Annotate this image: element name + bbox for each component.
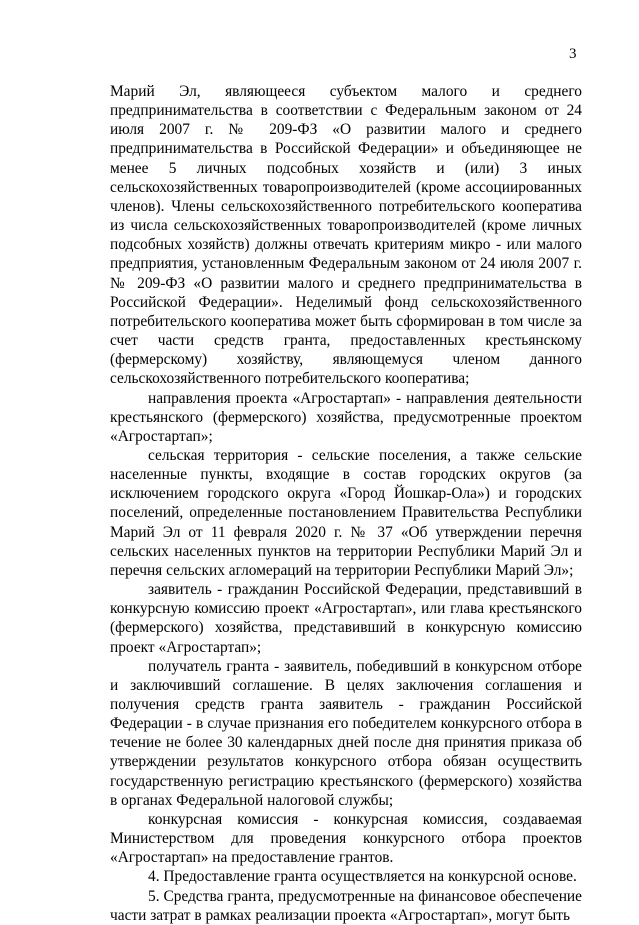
page-number: 3 (569, 46, 577, 62)
paragraph-item-5: 5. Средства гранта, предусмотренные на финансовое обеспечение части затрат в рамках реализации проекта «Агростартап», могут быть (110, 887, 582, 924)
document-body (110, 82, 582, 925)
paragraph-item-4: 4. Предоставление гранта осуществляется на конкурсной основе. (148, 868, 577, 886)
paragraph-cooperative-definition-continued: Марий Эл, являющееся субъектом малого и среднего предпринимательства в соответствии с Федеральным законом от 24 июля 2007 г. № 209-ФЗ «О развитии малого и среднего предпринимательства в Российской Федерации» и объединяющее не менее 5 личных подсобных хозяйств и (или) 3 иных сельскохозяйственных товаропроизводителей (кроме ассоциированных членов). Члены сельскохозяйственного потребительского кооператива из числа сельскохозяйственных товаропроизводителей (кроме личных подсобных хозяйств) должны отвечать критериям микро - или малого предприятия, установленным Федеральным законом от 24 июля 2007 г. № 209-ФЗ «О развитии малого и среднего предпринимательства в Российской Федерации». Неделимый фонд сельскохозяйственного потребительского кооператива может быть сформирован в том числе за счет части средств гранта, предоставленных крестьянскому (фермерскому) хозяйству, являющемуся членом данного сельскохозяйственного потребительского кооператива; (110, 83, 582, 388)
paragraph-competition-commission: конкурсная комиссия - конкурсная комиссия, создаваемая Министерством для проведения конкурсного отбора проектов «Агростартап» на предоставление грантов. (110, 810, 582, 867)
paragraph-applicant: заявитель - гражданин Российской Федерации, представивший в конкурсную комиссию проект «Агростартап», или глава крестьянского (фермерского) хозяйства, представивший в конкурсную комиссию проект «Агростартап»; (110, 581, 582, 656)
paragraph-project-directions: направления проекта «Агростартап» - направления деятельности крестьянского (фермерского) хозяйства, предусмотренные проектом «Агростартап»; (110, 389, 582, 445)
paragraph-grant-recipient: получатель гранта - заявитель, победивший в конкурсном отборе и заключивший соглашение. В целях заключения соглашения и получения средств гранта заявитель - гражданин Российской Федерации - в случае признания его победителем конкурсного отбора в течение не более 30 календарных дней после дня принятия приказа об утверждении результатов конкурсного отбора обязан осуществить государственную регистрацию крестьянского (фермерского) хозяйства в органах Федеральной налоговой службы; (110, 657, 582, 809)
paragraph-rural-territory: сельская территория - сельские поселения, а также сельские населенные пункты, входящие в состав городских округов (за исключением городского округа «Город Йошкар-Ола») и городских поселений, определенные постановлением Правительства Республики Марий Эл от 11 февраля 2020 г. № 37 «Об утверждении перечня сельских населенных пунктов на территории Республики Марий Эл и перечня сельских агломераций на территории Республики Марий Эл»; (110, 446, 582, 579)
